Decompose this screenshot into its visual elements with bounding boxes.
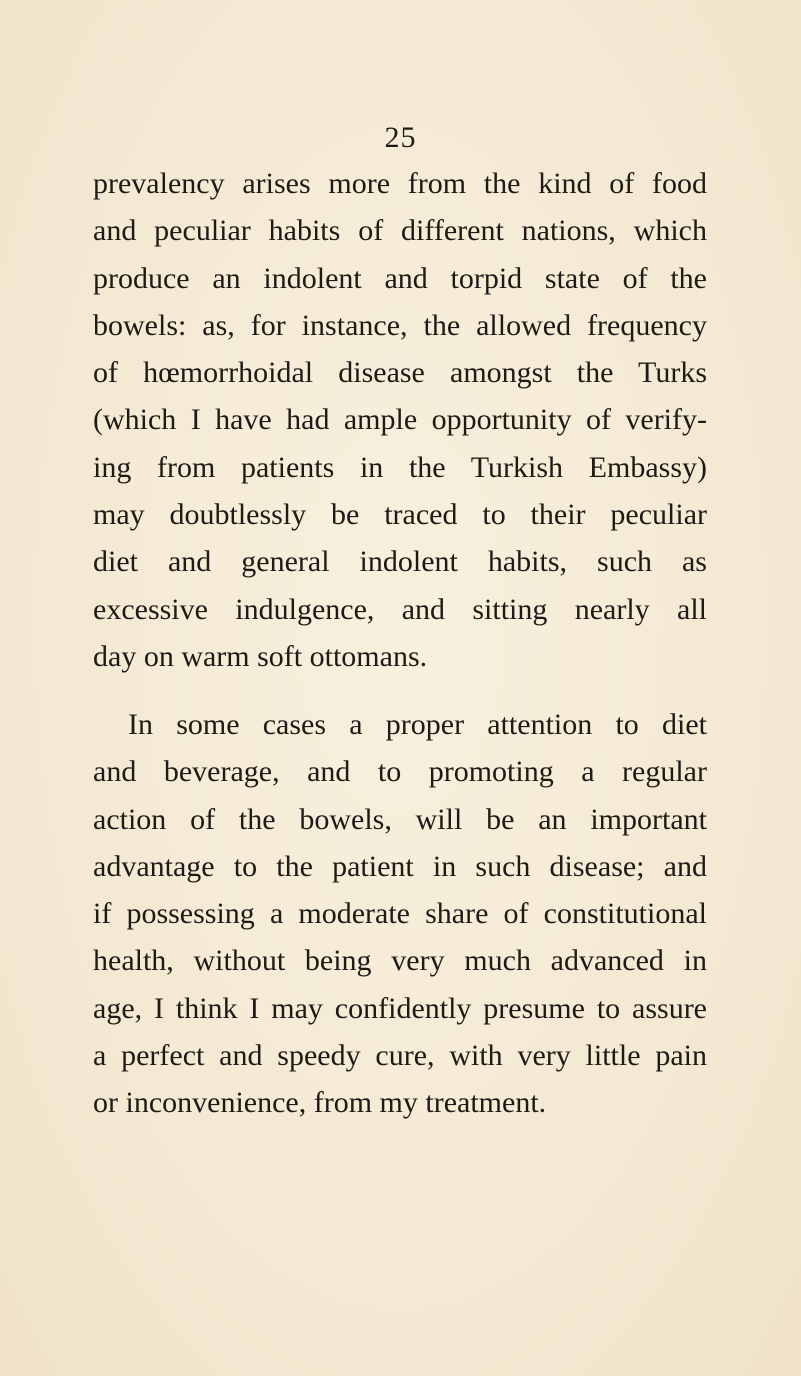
text-line: action of the bowels, will be an important — [93, 802, 707, 836]
page-number: 25 — [384, 121, 417, 154]
text-line: In some cases a proper attention to diet — [128, 708, 707, 741]
paragraph — [93, 160, 707, 680]
text-line: ing from patients in the Turkish Embassy) — [93, 450, 707, 484]
text-line: health, without being very much advanced in — [93, 944, 707, 978]
text-line: age, I think I may confidently presume to assure — [93, 991, 707, 1025]
text-line: prevalency arises more from the kind of food — [93, 167, 707, 200]
text-line: if possessing a moderate share of constitutional — [93, 897, 707, 931]
text-line: diet and general indolent habits, such as — [93, 545, 707, 579]
text-line: day on warm soft ottomans. — [93, 639, 428, 673]
text-line: a perfect and speedy cure, with very little pain — [93, 1039, 707, 1073]
text-line: of hœmorrhoidal disease amongst the Turks — [93, 356, 707, 390]
text-line: may doubtlessly be traced to their peculiar — [93, 498, 707, 532]
text-line: produce an indolent and torpid state of the — [93, 261, 707, 295]
text-line: (which I have had ample opportunity of verify- — [93, 403, 707, 437]
text-line: excessive indulgence, and sitting nearly all — [93, 592, 707, 626]
text-line: or inconvenience, from my treatment. — [93, 1086, 547, 1120]
text-line: advantage to the patient in such disease; and — [93, 849, 707, 883]
text-line: and peculiar habits of different nations, which — [93, 214, 707, 248]
paragraph — [93, 701, 707, 1127]
text-line: and beverage, and to promoting a regular — [93, 755, 707, 789]
text-line: bowels: as, for instance, the allowed frequency — [93, 308, 707, 342]
